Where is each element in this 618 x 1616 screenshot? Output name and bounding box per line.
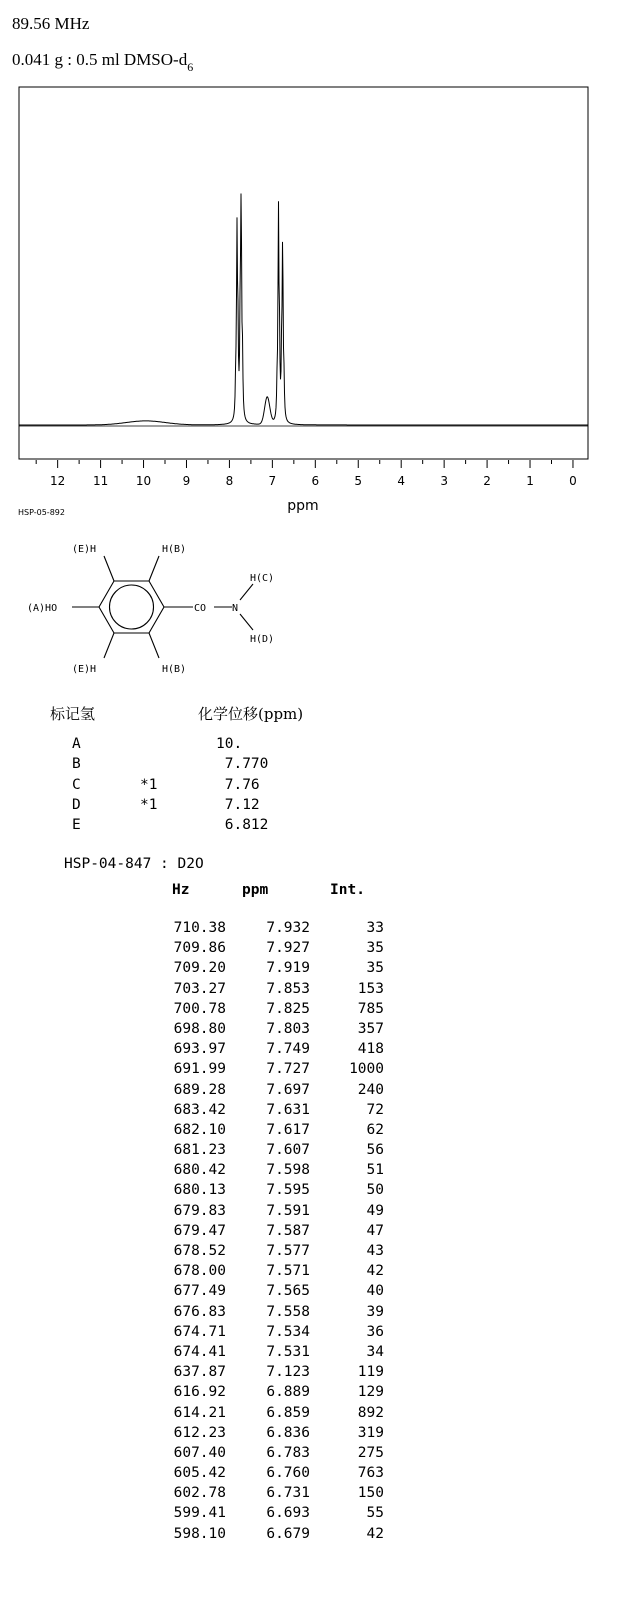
x-tick-label: 4 [397,474,406,488]
shift-row [72,817,332,837]
header-int: Int. [330,882,365,898]
peak-hz: 680.13 [173,1182,226,1199]
x-tick-label: 11 [92,474,109,488]
bond-n-hc [240,584,253,600]
peak-int: 47 [366,1222,384,1239]
peak-ppm: 7.919 [266,960,310,977]
peak-int: 56 [366,1142,384,1159]
peak-int: 153 [357,980,384,997]
peak-row [0,1505,618,1525]
peak-int: 418 [357,1041,384,1058]
minor-ticks [36,460,551,464]
peak-ppm: 6.889 [266,1384,310,1401]
peak-row [0,1061,618,1081]
peak-ppm: 7.927 [266,940,310,957]
peak-int: 129 [357,1384,384,1401]
peak-hz: 614.21 [173,1404,226,1421]
peak-hz: 680.42 [173,1162,226,1179]
label-h-c: H(C) [250,573,275,584]
peak-ppm: 7.534 [266,1323,310,1340]
peak-ppm: 7.571 [266,1263,310,1280]
peak-int: 49 [366,1202,384,1219]
peak-row [0,940,618,960]
peak-row [0,981,618,1001]
peak-hz: 693.97 [173,1041,226,1058]
benzene-ring [72,556,253,658]
peak-list-table [0,920,618,1546]
peak-row [0,1122,618,1142]
shift-assignment-table [72,736,332,837]
shift-label: D [72,796,81,813]
peak-ppm: 7.591 [266,1202,310,1219]
header-ppm: ppm [242,882,269,898]
peak-row [0,1021,618,1041]
peak-int: 119 [357,1364,384,1381]
peak-hz: 709.86 [173,940,226,957]
header-hz: Hz [172,882,190,898]
peak-ppm: 7.932 [266,920,310,936]
peak-ppm: 7.565 [266,1283,310,1300]
peak-int: 240 [357,1081,384,1098]
peak-row [0,1465,618,1485]
peak-hz: 678.52 [173,1243,226,1259]
nmr-spectrum-chart [0,80,618,520]
peak-int: 62 [366,1121,384,1138]
sample-subscript: 6 [187,60,194,74]
peak-ppm: 7.617 [266,1121,310,1138]
shift-row [72,756,332,776]
shift-header-label: 标记氢 [50,705,96,723]
x-tick-label: 8 [225,474,234,488]
peak-hz: 677.49 [173,1283,226,1300]
peak-ppm: 7.558 [266,1303,310,1320]
peak-list-title: HSP-04-847 : D2O [64,856,204,872]
peak-row [0,1324,618,1344]
shift-label: E [72,817,81,834]
peak-hz: 700.78 [173,1000,226,1017]
bond-e-bottom [104,633,114,658]
shift-label: C [72,776,81,793]
label-e-bottom: (E)H [72,664,97,675]
peak-row [0,1485,618,1505]
peak-ppm: 7.631 [266,1101,310,1118]
peak-hz: 703.27 [173,980,226,997]
peak-int: 40 [366,1283,384,1300]
peak-int: 43 [366,1243,384,1259]
peak-hz: 602.78 [173,1485,226,1502]
peak-row [0,1283,618,1303]
peak-hz: 689.28 [173,1081,226,1098]
spectrometer-frequency: 89.56 MHz [12,14,90,33]
peak-ppm: 7.749 [266,1041,310,1058]
peak-row [0,1142,618,1162]
x-tick-label: 6 [311,474,320,488]
sample-text: 0.041 g : 0.5 ml DMSO-d [12,50,188,69]
plot-frame [19,87,588,459]
peak-hz: 679.83 [173,1202,226,1219]
peak-int: 42 [366,1525,384,1542]
peak-hz: 682.10 [173,1121,226,1138]
peak-ppm: 7.697 [266,1081,310,1098]
peak-ppm: 6.836 [266,1424,310,1441]
peak-row [0,1203,618,1223]
peak-int: 51 [366,1162,384,1179]
peak-row [0,1082,618,1102]
peak-row [0,960,618,980]
peak-int: 785 [357,1000,384,1017]
x-tick-label: 0 [569,474,577,488]
peak-int: 34 [366,1343,384,1360]
label-b-bottom: H(B) [162,664,187,675]
peak-row [0,1041,618,1061]
peak-int: 35 [366,940,384,957]
label-e-top: (E)H [72,544,97,555]
label-co: CO [194,603,207,614]
peak-hz: 710.38 [173,920,226,936]
peak-ppm: 7.853 [266,980,310,997]
shift-value: 6.812 [216,817,269,834]
peak-ppm: 7.803 [266,1020,310,1037]
x-tick-labels [50,474,577,488]
shift-row [72,797,332,817]
shift-row [72,736,332,756]
shift-note: *1 [140,796,158,813]
peak-hz: 676.83 [173,1303,226,1320]
peak-hz: 598.10 [173,1525,226,1542]
peak-row [0,1304,618,1324]
peak-int: 892 [357,1404,384,1421]
peak-int: 275 [357,1444,384,1461]
peak-hz: 607.40 [173,1444,226,1461]
peak-hz: 681.23 [173,1142,226,1159]
bond-b-bottom [149,633,159,658]
peak-row [0,1405,618,1425]
spectrum-id: HSP-05-892 [18,508,65,517]
peak-row [0,1102,618,1122]
peak-hz: 683.42 [173,1101,226,1118]
shift-row [72,777,332,797]
peak-hz: 698.80 [173,1020,226,1037]
peak-hz: 612.23 [173,1424,226,1441]
peak-ppm: 7.531 [266,1343,310,1360]
peak-hz: 616.92 [173,1384,226,1401]
peak-int: 763 [357,1465,384,1482]
x-tick-label: 10 [135,474,152,488]
label-a-oh: (A)HO [27,603,58,614]
peak-int: 55 [366,1505,384,1522]
structure-labels [27,544,274,675]
x-tick-label: 1 [526,474,534,488]
shift-header-ppm: 化学位移(ppm) [198,705,304,723]
peak-hz: 637.87 [173,1364,226,1381]
x-tick-label: 7 [268,474,277,488]
peak-int: 35 [366,960,384,977]
shift-value: 7.76 [216,776,260,793]
shift-label: B [72,756,81,773]
peak-int: 42 [366,1263,384,1280]
peak-int: 1000 [349,1061,384,1078]
bond-e-top [104,556,114,581]
peak-hz: 678.00 [173,1263,226,1280]
shift-label: A [72,736,81,752]
peak-row [0,1384,618,1404]
peak-ppm: 7.123 [266,1364,310,1381]
peak-ppm: 7.825 [266,1000,310,1017]
shift-note: *1 [140,776,158,793]
label-n: N [232,603,239,614]
peak-row [0,1344,618,1364]
peak-int: 150 [357,1485,384,1502]
label-h-d: H(D) [250,634,275,645]
peak-hz: 605.42 [173,1465,226,1482]
peak-ppm: 7.587 [266,1222,310,1239]
peak-ppm: 7.727 [266,1061,310,1078]
peak-ppm: 6.693 [266,1505,310,1522]
peak-row [0,920,618,940]
peak-ppm: 6.731 [266,1485,310,1502]
x-axis-label: ppm [287,498,319,514]
aromatic-circle [110,585,154,629]
major-ticks [58,460,573,468]
peak-row [0,1425,618,1445]
peak-row [0,1445,618,1465]
peak-ppm: 6.783 [266,1444,310,1461]
peak-ppm: 7.595 [266,1182,310,1199]
x-tick-label: 12 [50,474,66,488]
peak-ppm: 7.607 [266,1142,310,1159]
x-tick-label: 2 [483,474,491,488]
peak-int: 36 [366,1323,384,1340]
peak-hz: 674.71 [173,1323,226,1340]
peak-ppm: 7.598 [266,1162,310,1179]
peak-hz: 679.47 [173,1222,226,1239]
shift-value: 7.770 [216,756,269,773]
peak-row [0,1182,618,1202]
label-b-top: H(B) [162,544,187,555]
peak-int: 357 [357,1020,384,1037]
x-tick-label: 3 [440,474,448,488]
peak-row [0,1001,618,1021]
spectrum-trace [19,194,588,426]
peak-ppm: 6.760 [266,1465,310,1482]
peak-hz: 674.41 [173,1343,226,1360]
peak-hz: 709.20 [173,960,226,977]
peak-row [0,1162,618,1182]
peak-row [0,1526,618,1546]
peak-ppm: 6.859 [266,1404,310,1421]
shift-value: 10. [216,736,243,752]
peak-row [0,1223,618,1243]
peak-row [0,1243,618,1263]
peak-ppm: 6.679 [266,1525,310,1542]
peak-int: 319 [357,1424,384,1441]
peak-int: 33 [366,920,384,936]
peak-int: 72 [366,1101,384,1118]
bond-n-hd [240,614,253,630]
peak-hz: 599.41 [173,1505,226,1522]
sample-conditions [12,50,193,75]
molecular-structure [0,538,618,688]
peak-row [0,1263,618,1283]
x-tick-label: 5 [354,474,363,488]
ring-hexagon [99,581,164,633]
x-tick-label: 9 [182,474,191,488]
shift-value: 7.12 [216,796,260,813]
bond-b-top [149,556,159,581]
peak-int: 50 [366,1182,384,1199]
peak-row [0,1364,618,1384]
peak-hz: 691.99 [173,1061,226,1078]
peak-int: 39 [366,1303,384,1320]
peak-ppm: 7.577 [266,1243,310,1259]
